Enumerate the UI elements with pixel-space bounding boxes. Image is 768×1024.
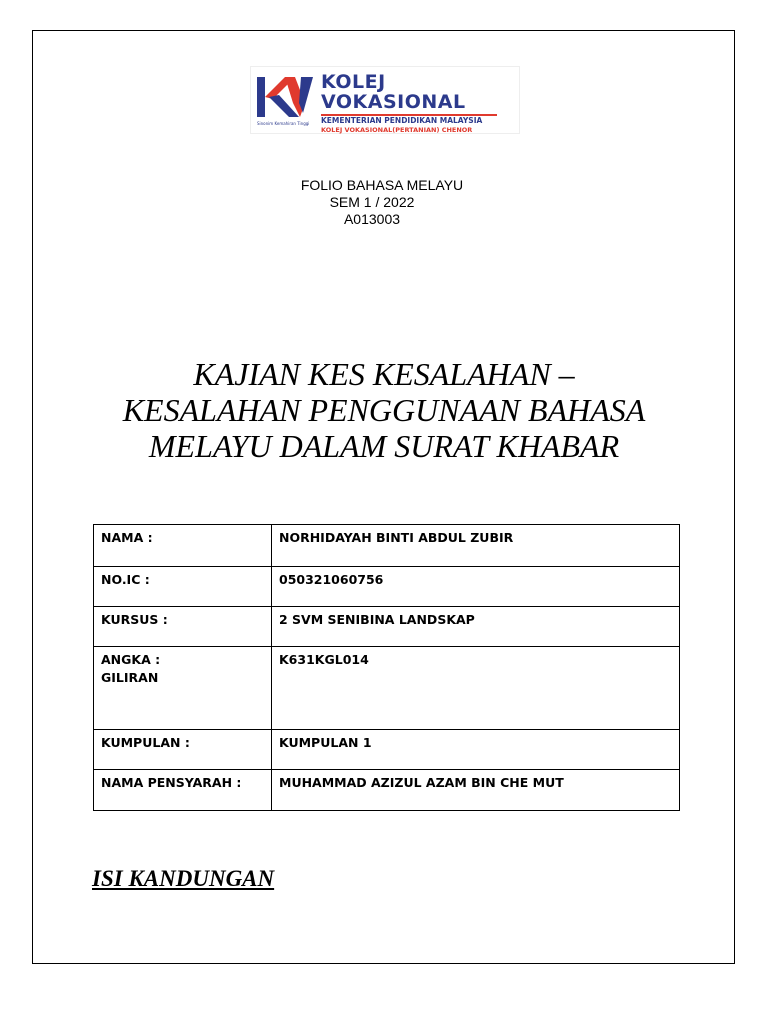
college-logo (250, 66, 520, 134)
row-label: NAMA PENSYARAH : (94, 770, 272, 811)
logo-tagline: Sinonim Kemahiran Tinggi (257, 121, 310, 126)
kv-emblem-icon (255, 73, 317, 119)
title-line-2: KESALAHAN PENGGUNAAN BAHASA (122, 392, 646, 428)
row-value: 2 SVM SENIBINA LANDSKAP (272, 607, 680, 647)
table-row (94, 647, 680, 730)
table-row (94, 770, 680, 811)
row-value: 050321060756 (272, 567, 680, 607)
logo-ministry: KEMENTERIAN PENDIDIKAN MALAYSIA (321, 114, 497, 125)
row-value: MUHAMMAD AZIZUL AZAM BIN CHE MUT (272, 770, 680, 811)
table-row (94, 567, 680, 607)
row-value: K631KGL014 (272, 647, 680, 730)
row-value: KUMPULAN 1 (272, 730, 680, 770)
row-label (94, 647, 272, 730)
folio-code: A013003 (343, 211, 401, 227)
folio-subject: FOLIO BAHASA MELAYU (300, 177, 464, 193)
row-value: NORHIDAYAH BINTI ABDUL ZUBIR (272, 525, 680, 567)
title-line-1: KAJIAN KES KESALAHAN – (193, 356, 575, 392)
row-label-line-1: ANGKA : (101, 652, 161, 667)
table-row (94, 730, 680, 770)
table-row (94, 607, 680, 647)
row-label: KURSUS : (94, 607, 272, 647)
document-title (0, 356, 768, 464)
toc-heading: ISI KANDUNGAN (92, 866, 275, 891)
logo-title-kolej: KOLEJ (321, 71, 386, 93)
page-border (32, 30, 735, 964)
student-info-table (93, 524, 680, 811)
folio-header (0, 177, 768, 228)
logo-college-name: KOLEJ VOKASIONAL(PERTANIAN) CHENOR (321, 125, 473, 134)
row-label: NAMA : (94, 525, 272, 567)
row-label: NO.IC : (94, 567, 272, 607)
row-label: KUMPULAN : (94, 730, 272, 770)
folio-semester: SEM 1 / 2022 (329, 194, 415, 210)
table-row (94, 525, 680, 567)
title-line-3: MELAYU DALAM SURAT KHABAR (148, 428, 620, 464)
row-label-line-2: GILIRAN (101, 670, 159, 685)
logo-title-vokasional: VOKASIONAL (321, 91, 466, 113)
